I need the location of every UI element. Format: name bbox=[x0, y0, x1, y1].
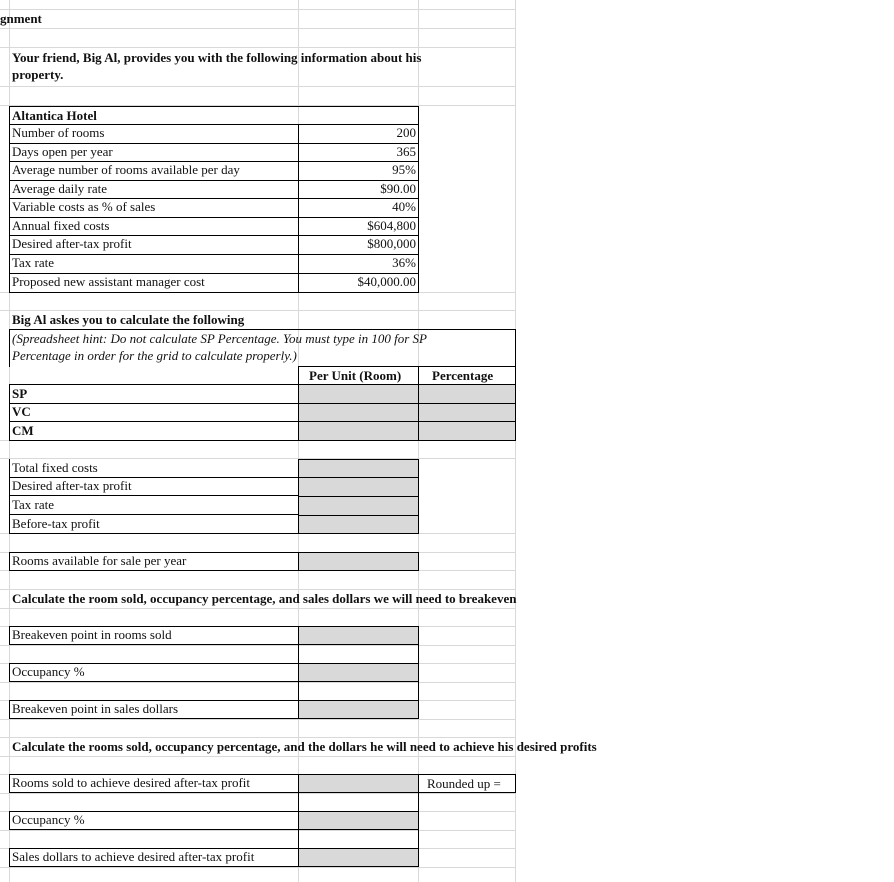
desired-after-tax-input[interactable] bbox=[298, 477, 419, 497]
property-value-rooms[interactable]: 200 bbox=[396, 125, 416, 140]
breakeven-sales-input[interactable] bbox=[298, 700, 419, 719]
rounded-up-label: Rounded up = bbox=[427, 776, 501, 791]
rooms-available-input[interactable] bbox=[298, 552, 419, 571]
property-label-manager: Proposed new assistant manager cost bbox=[12, 274, 205, 289]
property-label-tax: Tax rate bbox=[12, 255, 55, 270]
section3-title: Calculate the rooms sold, occupancy percentage, and the dollars he will need to achieve his desired profits bbox=[12, 739, 597, 754]
col-per-unit-header-cell bbox=[298, 366, 419, 385]
desired-after-tax-label: Desired after-tax profit bbox=[12, 478, 132, 493]
breakeven-sales-label: Breakeven point in sales dollars bbox=[12, 701, 179, 716]
property-label-variable: Variable costs as % of sales bbox=[12, 199, 156, 214]
before-tax-profit-input[interactable] bbox=[298, 515, 419, 534]
sp-percentage-input[interactable] bbox=[418, 384, 516, 404]
row-sp-label: SP bbox=[12, 386, 28, 401]
property-value-days[interactable]: 365 bbox=[396, 144, 416, 159]
property-value-profit[interactable]: $800,000 bbox=[367, 236, 416, 251]
property-label-rooms: Number of rooms bbox=[12, 125, 105, 140]
rounded-up-cell[interactable] bbox=[418, 774, 516, 793]
hint-line2: Percentage in order for the grid to calculate properly.) bbox=[12, 348, 297, 363]
target-rooms-input[interactable] bbox=[298, 774, 419, 793]
property-label-fixed: Annual fixed costs bbox=[12, 218, 110, 233]
property-header-cell bbox=[9, 106, 419, 125]
target-occupancy-input[interactable] bbox=[298, 811, 419, 830]
breakeven-rooms-input[interactable] bbox=[298, 626, 419, 645]
intro-text-line1: Your friend, Big Al, provides you with the following information about his bbox=[12, 50, 422, 65]
vc-per-unit-input[interactable] bbox=[298, 403, 419, 422]
intro-text-line2: property. bbox=[12, 67, 64, 82]
col-percentage-header: Percentage bbox=[432, 368, 494, 383]
target-sales-input[interactable] bbox=[298, 848, 419, 867]
rooms-available-label: Rooms available for sale per year bbox=[12, 553, 187, 568]
before-tax-profit-label: Before-tax profit bbox=[12, 516, 100, 531]
total-fixed-costs-label: Total fixed costs bbox=[12, 460, 98, 475]
col-percentage-header-cell bbox=[418, 366, 516, 385]
property-header: Altantica Hotel bbox=[12, 108, 97, 123]
property-label-adr: Average daily rate bbox=[12, 181, 108, 196]
breakeven-occupancy-input[interactable] bbox=[298, 663, 419, 682]
property-value-fixed[interactable]: $604,800 bbox=[367, 218, 416, 233]
sp-vc-cm-label-box bbox=[9, 384, 299, 441]
tax-rate-input[interactable] bbox=[298, 496, 419, 516]
row-vc-label: VC bbox=[12, 404, 31, 419]
col-per-unit-header: Per Unit (Room) bbox=[309, 368, 402, 383]
breakeven-occupancy-label: Occupancy % bbox=[12, 664, 85, 679]
property-label-profit: Desired after-tax profit bbox=[12, 236, 132, 251]
property-value-available[interactable]: 95% bbox=[392, 162, 416, 177]
property-label-days: Days open per year bbox=[12, 144, 113, 159]
target-occupancy-label: Occupancy % bbox=[12, 812, 85, 827]
target-sales-label: Sales dollars to achieve desired after-tax profit bbox=[12, 849, 255, 864]
hint-line1: (Spreadsheet hint: Do not calculate SP Percentage. You must type in 100 for SP bbox=[12, 331, 427, 346]
target-rooms-label: Rooms sold to achieve desired after-tax profit bbox=[12, 775, 250, 790]
sp-per-unit-input[interactable] bbox=[298, 384, 419, 404]
property-value-manager[interactable]: $40,000.00 bbox=[357, 274, 416, 289]
property-value-tax[interactable]: 36% bbox=[392, 255, 416, 270]
cm-percentage-input[interactable] bbox=[418, 421, 516, 441]
tax-rate-label: Tax rate bbox=[12, 497, 55, 512]
property-value-adr[interactable]: $90.00 bbox=[380, 181, 416, 196]
section1-title: Big Al askes you to calculate the following bbox=[12, 312, 245, 327]
row-cm-label: CM bbox=[12, 423, 34, 438]
sheet-title: gnment bbox=[0, 11, 42, 26]
breakeven-rooms-label: Breakeven point in rooms sold bbox=[12, 627, 172, 642]
cm-per-unit-input[interactable] bbox=[298, 421, 419, 441]
vc-percentage-input[interactable] bbox=[418, 403, 516, 422]
property-value-variable[interactable]: 40% bbox=[392, 199, 416, 214]
total-fixed-costs-input[interactable] bbox=[298, 459, 419, 478]
section2-title: Calculate the room sold, occupancy percentage, and sales dollars we will need to breakeven bbox=[12, 591, 517, 606]
property-label-available: Average number of rooms available per day bbox=[12, 162, 240, 177]
